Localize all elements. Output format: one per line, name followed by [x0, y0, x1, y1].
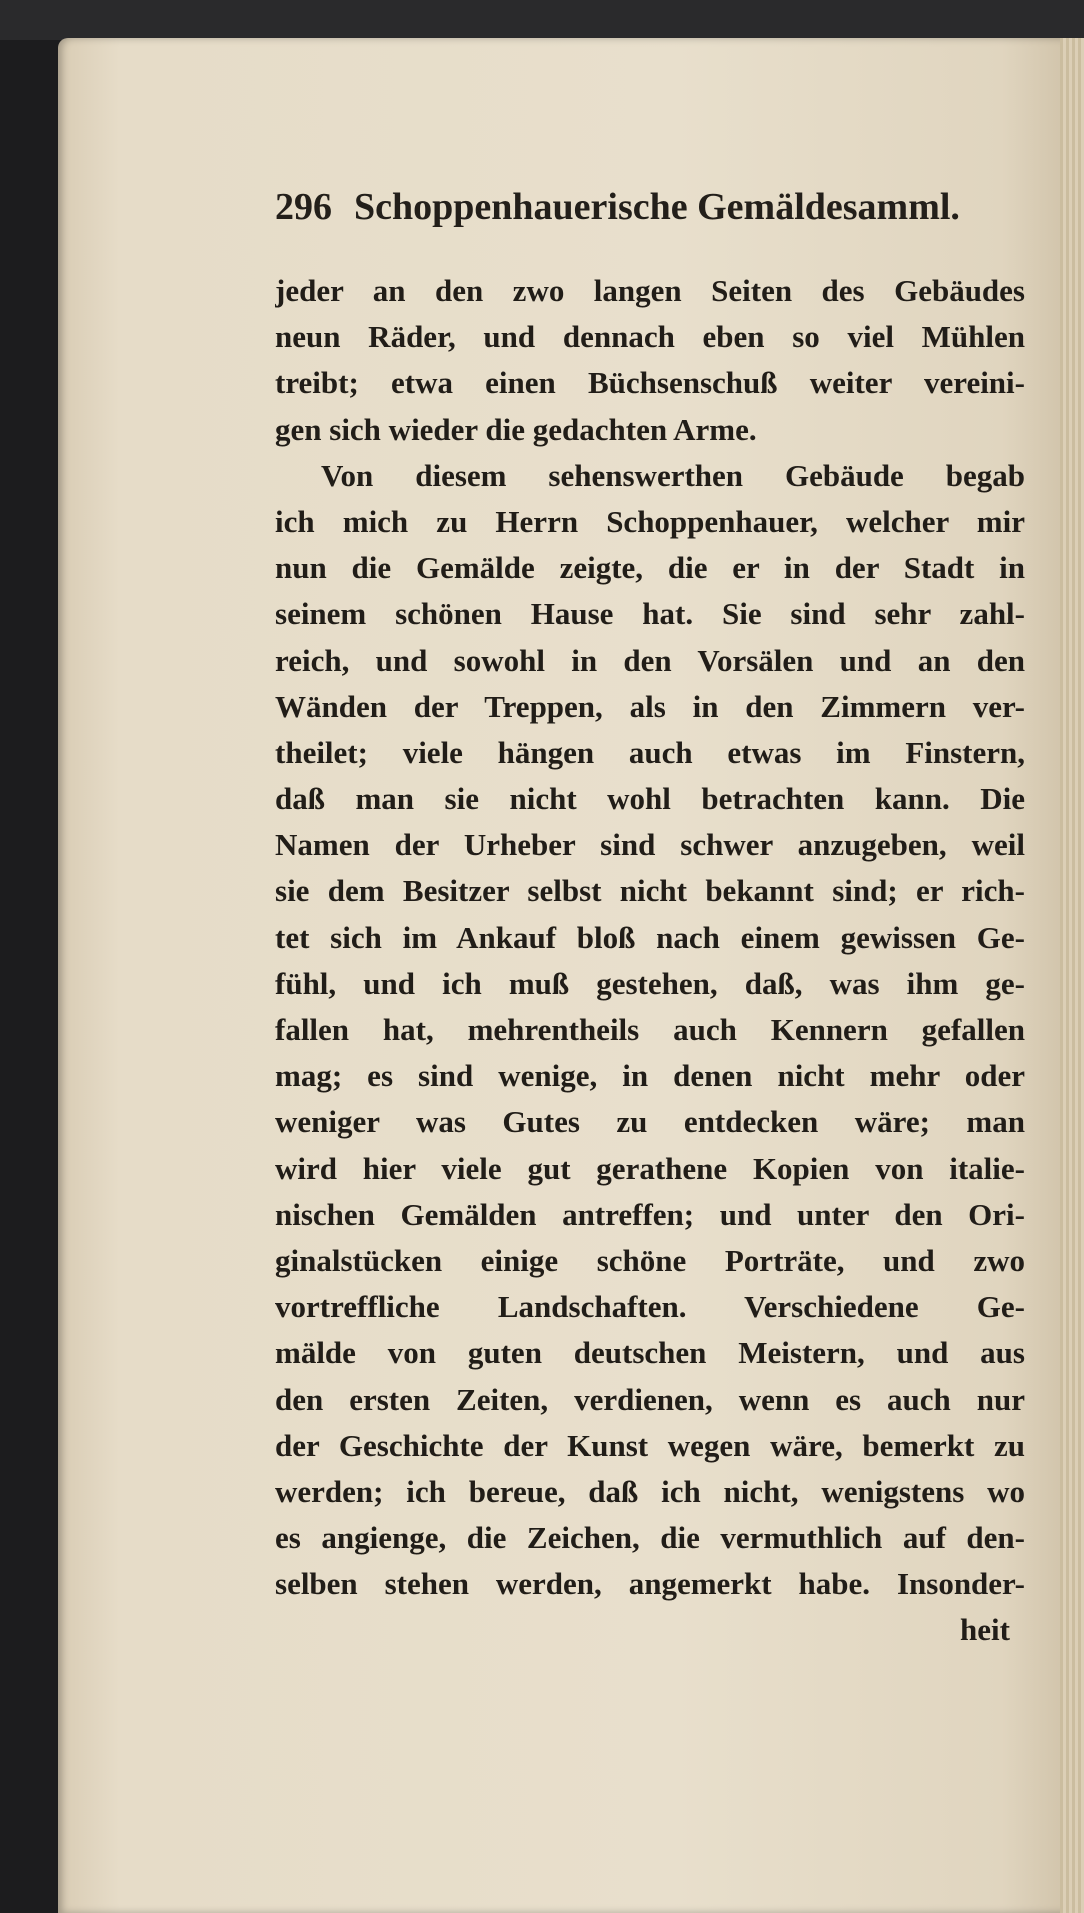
text-line: mälde von guten deutschen Meistern, und aus: [275, 1335, 1025, 1371]
text-line: werden; ich bereue, daß ich nicht, wenigstens wo: [275, 1473, 1025, 1509]
text-line: vortreffliche Landschaften. Verschiedene Ge-: [275, 1289, 1025, 1325]
text-line: jeder an den zwo langen Seiten des Gebäudes: [275, 273, 1025, 308]
page-edges: [1060, 38, 1084, 1913]
text-line: nischen Gemälden antreffen; und unter den Ori-: [275, 1196, 1025, 1232]
text-line: mag; es sind wenige, in denen nicht mehr oder: [275, 1058, 1025, 1094]
text-line: den ersten Zeiten, verdienen, wenn es auch nur: [275, 1381, 1025, 1417]
text-line: selben stehen werden, angemerkt habe. Insonder-: [275, 1566, 1025, 1602]
text-line: gen sich wieder die gedachten Arme.: [275, 411, 757, 447]
body-text: [275, 268, 1025, 1607]
paragraph-start-line: Von diesem sehenswerthen Gebäude begab: [321, 457, 1025, 493]
text-line: der Geschichte der Kunst wegen wäre, bemerkt zu: [275, 1427, 1025, 1463]
text-line: treibt; etwa einen Büchsenschuß weiter vereini-: [275, 365, 1025, 401]
catchword: heit: [960, 1612, 1010, 1647]
text-line: weniger was Gutes zu entdecken wäre; man: [275, 1104, 1025, 1140]
text-line: tet sich im Ankauf bloß nach einem gewissen Ge-: [275, 919, 1025, 955]
text-line: es angienge, die Zeichen, die vermuthlich auf den-: [275, 1520, 1025, 1556]
text-line: sie dem Besitzer selbst nicht bekannt sind; er rich-: [275, 873, 1025, 909]
text-line: theilet; viele hängen auch etwas im Finstern,: [275, 734, 1025, 770]
text-line: ginalstücken einige schöne Porträte, und zwo: [275, 1242, 1025, 1278]
text-line: seinem schönen Hause hat. Sie sind sehr zahl-: [275, 596, 1025, 632]
text-line: fühl, und ich muß gestehen, daß, was ihm ge-: [275, 965, 1025, 1001]
text-line: reich, und sowohl in den Vorsälen und an den: [275, 642, 1025, 678]
text-line: fallen hat, mehrentheils auch Kennern gefallen: [275, 1012, 1025, 1047]
scanner-background: [0, 0, 1084, 40]
text-line: Namen der Urheber sind schwer anzugeben, weil: [275, 827, 1025, 863]
text-line: nun die Gemälde zeigte, die er in der Stadt in: [275, 550, 1025, 586]
page-number: 296: [275, 186, 332, 228]
text-line: wird hier viele gut gerathene Kopien von italie-: [275, 1150, 1025, 1186]
text-line: neun Räder, und dennach eben so viel Mühlen: [275, 319, 1025, 355]
running-header: [275, 185, 995, 229]
text-line: daß man sie nicht wohl betrachten kann. Die: [275, 781, 1025, 817]
text-line: Wänden der Treppen, als in den Zimmern ver-: [275, 688, 1025, 724]
text-line: ich mich zu Herrn Schoppenhauer, welcher mir: [275, 503, 1025, 539]
running-title: Schoppenhauerische Gemäldesamml.: [354, 186, 960, 228]
